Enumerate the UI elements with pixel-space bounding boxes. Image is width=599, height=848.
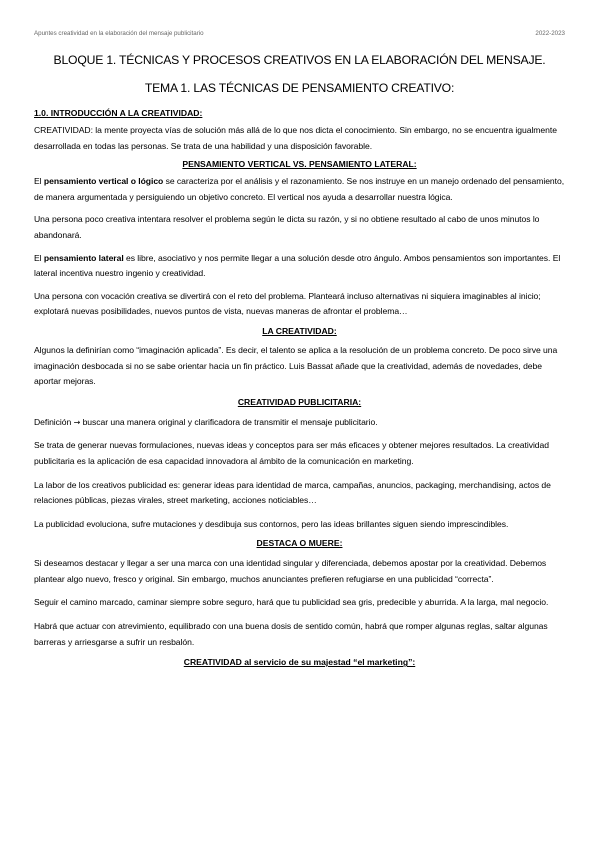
paragraph-text: se caracteriza por el análisis y el razonamiento. Se nos instruye en un manejo ordenado del pensamiento, de manera argumentada y persiguiendo un objetivo concreto. El vertical nos ayuda a desarrollar nuestra lógica. <box>34 176 565 202</box>
bold-term: pensamiento lateral <box>43 252 124 263</box>
paragraph: Una persona con vocación creativa se divertirá con el reto del problema. Planteará incluso alternativas ni siquiera imaginables al inicio; explotará nuevas posibilidades, nuevos puntos de vista, nuevas maneras de afrontar el problema… <box>34 290 541 317</box>
right-arrow-icon: → <box>73 417 81 427</box>
section-heading-vertical-lateral: PENSAMIENTO VERTICAL VS. PENSAMIENTO LATERAL: <box>182 159 417 170</box>
section-heading-destaca: DESTACA O MUERE: <box>256 538 343 549</box>
paragraph: La labor de los creativos publicidad es: generar ideas para identidad de marca, campañas, anuncios, packaging, merchandising, actos de relaciones públicas, piezas virales, street marketing, acciones noticiables… <box>34 479 551 506</box>
paragraph: La publicidad evoluciona, sufre mutaciones y desdibuja sus contornos, pero las ideas brillantes siguen siendo imprescindibles. <box>34 518 509 529</box>
paragraph: Se trata de generar nuevas formulaciones, nuevas ideas y conceptos para ser más eficaces y obtener mejores resultados. La creatividad publicitaria es la aplicación de esa capacidad innovadora al ámbito de la comunicación en marketing. <box>34 440 549 466</box>
paragraph-text: El <box>34 252 44 263</box>
section-heading-marketing: CREATIVIDAD al servicio de su majestad “el marketing”: <box>183 657 416 668</box>
paragraph <box>34 415 565 431</box>
paragraph-text: buscar una manera original y clarificadora de transmitir el mensaje publicitario. <box>80 416 378 427</box>
paragraph: Una persona poco creativa intentara resolver el problema según le dicta su razón, y si no obtiene resultado al cabo de unos minutos lo abandonará. <box>34 214 540 240</box>
document-label: Apuntes creatividad en la elaboración del mensaje publicitario <box>34 30 204 37</box>
paragraph: Si deseamos destacar y llegar a ser una marca con una identidad singular y diferenciada, debemos apostar por la creatividad. Debemos plantear algo nuevo, fresco y original. Sin embargo, muchos anunciantes prefieren refugiarse en una publicidad “correcta”. <box>34 558 547 584</box>
paragraph: Habrá que actuar con atrevimiento, equilibrado con una buena dosis de sentido común, habrá que romper algunas reglas, saltar algunas barreras y arriesgarse a sufrir un resbalón. <box>34 621 548 647</box>
section-heading-publicitaria: CREATIVIDAD PUBLICITARIA: <box>237 396 362 407</box>
topic-title: TEMA 1. LAS TÉCNICAS DE PENSAMIENTO CREATIVO: <box>144 81 455 95</box>
section-heading-intro: 1.0. INTRODUCCIÓN A LA CREATIVIDAD: <box>34 108 203 118</box>
running-header <box>34 30 565 37</box>
academic-year: 2022-2023 <box>535 30 565 37</box>
paragraph: CREATIVIDAD: la mente proyecta vías de solución más allá de lo que nos dicta el conocimiento. Sin embargo, no se encuentra igualmente desarrollada en todas las personas. Se trata de una habilidad y una disposición favorable. <box>34 125 557 151</box>
bold-term: pensamiento vertical o lógico <box>43 176 164 187</box>
paragraph: Algunos la definirían como “imaginación aplicada”. Es decir, el talento se aplica a la resolución de un problema concreto. De poco sirve una imaginación desbocada si no se sabe orientar hacia un fin práctico. Luis Bassat añade que la creatividad, además de novedades, debe aportar mejoras. <box>34 344 558 387</box>
paragraph-text: El <box>34 176 44 187</box>
paragraph <box>34 174 565 205</box>
section-heading-creatividad: LA CREATIVIDAD: <box>262 325 337 336</box>
paragraph-text: es libre, asociativo y nos permite llegar a una solución desde otro ángulo. Ambos pensamientos son importantes. El lateral incentiva nuestro ingenio y creatividad. <box>34 252 561 279</box>
paragraph: Seguir el camino marcado, caminar siempre sobre seguro, hará que tu publicidad sea gris, predecible y aburrida. A la larga, mal negocio. <box>34 597 549 608</box>
paragraph <box>34 251 565 282</box>
document-body <box>34 52 565 668</box>
block-title: BLOQUE 1. TÉCNICAS Y PROCESOS CREATIVOS EN LA ELABORACIÓN DEL MENSAJE. <box>53 53 546 67</box>
paragraph-text: Definición <box>34 416 74 427</box>
